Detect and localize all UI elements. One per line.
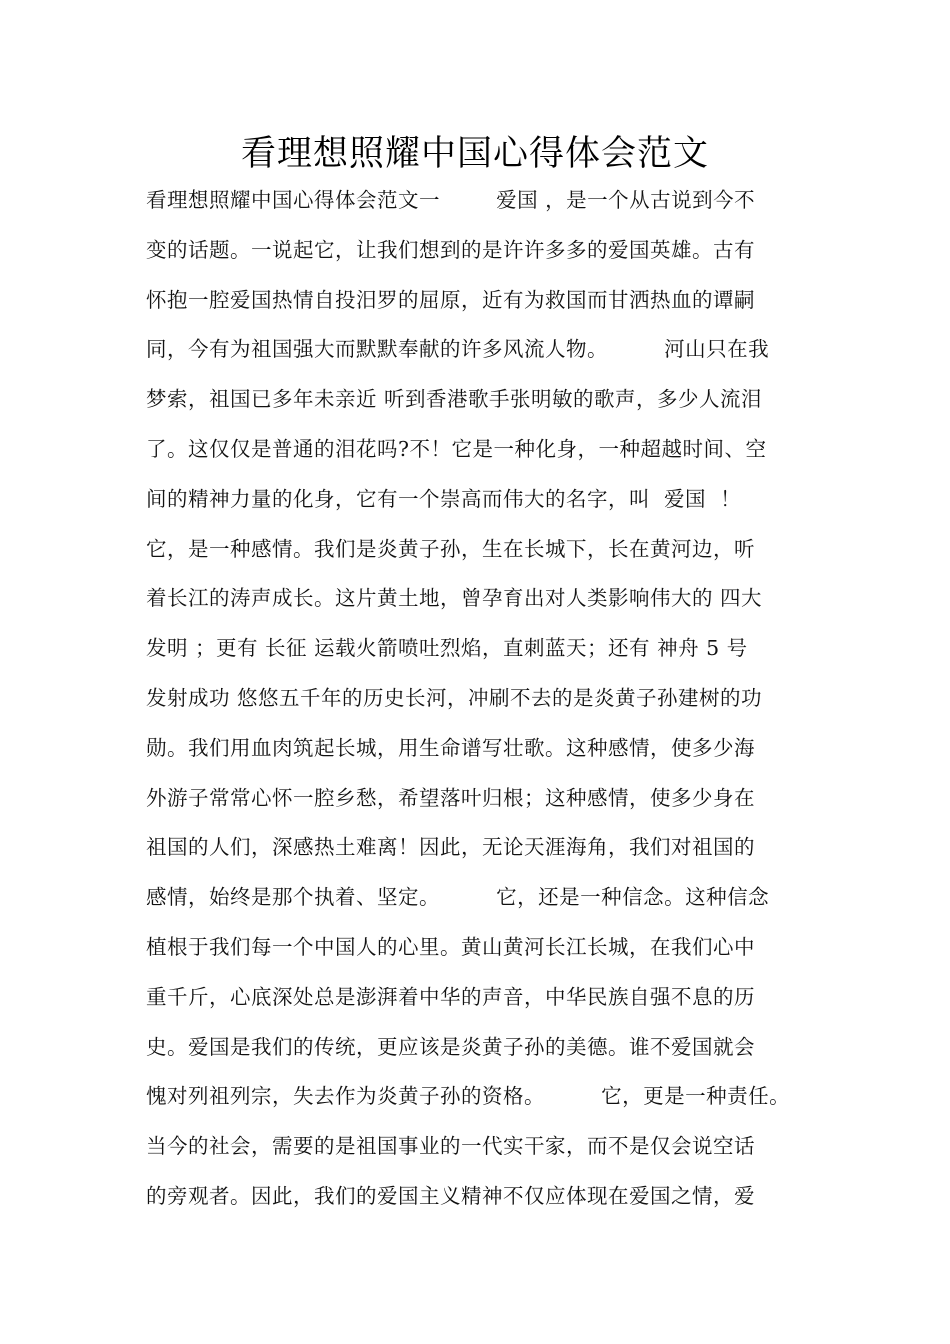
body-line: 同，今有为祖国强大而默默奉献的许多风流人物。 河山只在我 <box>146 337 770 362</box>
body-line: 间的精神力量的化身，它有一个崇高而伟大的名字，叫 爱国 ！ <box>146 486 742 511</box>
body-line: 当今的社会，需要的是祖国事业的一代实干家，而不是仅会说空话 <box>146 1134 755 1159</box>
body-line: 发射成功 悠悠五千年的历史长河，冲刷不去的是炎黄子孙建树的功 <box>146 685 763 710</box>
body-line: 发明 ；更有 长征 运载火箭喷吐烈焰，直刺蓝天；还有 神舟 5 号 <box>146 636 748 661</box>
body-line: 祖国的人们，深感热土难离！因此，无论天涯海角，我们对祖国的 <box>146 835 755 860</box>
body-line: 着长江的涛声成长。这片黄土地，曾孕育出对人类影响伟大的 四大 <box>146 586 763 611</box>
body-line: 怀抱一腔爱国热情自投汨罗的屈原，近有为救国而甘洒热血的谭嗣 <box>146 287 755 312</box>
document-title: 看理想照耀中国心得体会范文 <box>240 134 709 174</box>
body-line: 勋。我们用血肉筑起长城，用生命谱写壮歌。这种感情，使多少海 <box>146 735 755 760</box>
body-line: 愧对列祖列宗，失去作为炎黄子孙的资格。 它，更是一种责任。 <box>146 1084 791 1109</box>
body-line: 的旁观者。因此，我们的爱国主义精神不仅应体现在爱国之情，爱 <box>146 1183 755 1208</box>
body-line: 看理想照耀中国心得体会范文一 爱国 ，是一个从古说到今不 <box>146 188 756 212</box>
body-line: 它，是一种感情。我们是炎黄子孙，生在长城下，长在黄河边，听 <box>146 536 755 561</box>
body-line: 植根于我们每一个中国人的心里。黄山黄河长江长城，在我们心中 <box>146 934 755 959</box>
body-line: 史。爱国是我们的传统，更应该是炎黄子孙的美德。谁不爱国就会 <box>146 1034 755 1059</box>
document-body <box>146 184 826 1230</box>
body-line: 了。这仅仅是普通的泪花吗?不！它是一种化身，一种超越时间、空 <box>146 436 767 461</box>
body-line: 感情，始终是那个执着、坚定。 它，还是一种信念。这种信念 <box>146 885 770 910</box>
body-line: 变的话题。一说起它，让我们想到的是许许多多的爱国英雄。古有 <box>146 237 755 262</box>
body-line: 梦索，祖国已多年未亲近 听到香港歌手张明敏的歌声，多少人流泪 <box>146 387 763 412</box>
body-line: 重千斤，心底深处总是澎湃着中华的声音，中华民族自强不息的历 <box>146 984 755 1009</box>
body-line: 外游子常常心怀一腔乡愁，希望落叶归根；这种感情，使多少身在 <box>146 785 755 810</box>
